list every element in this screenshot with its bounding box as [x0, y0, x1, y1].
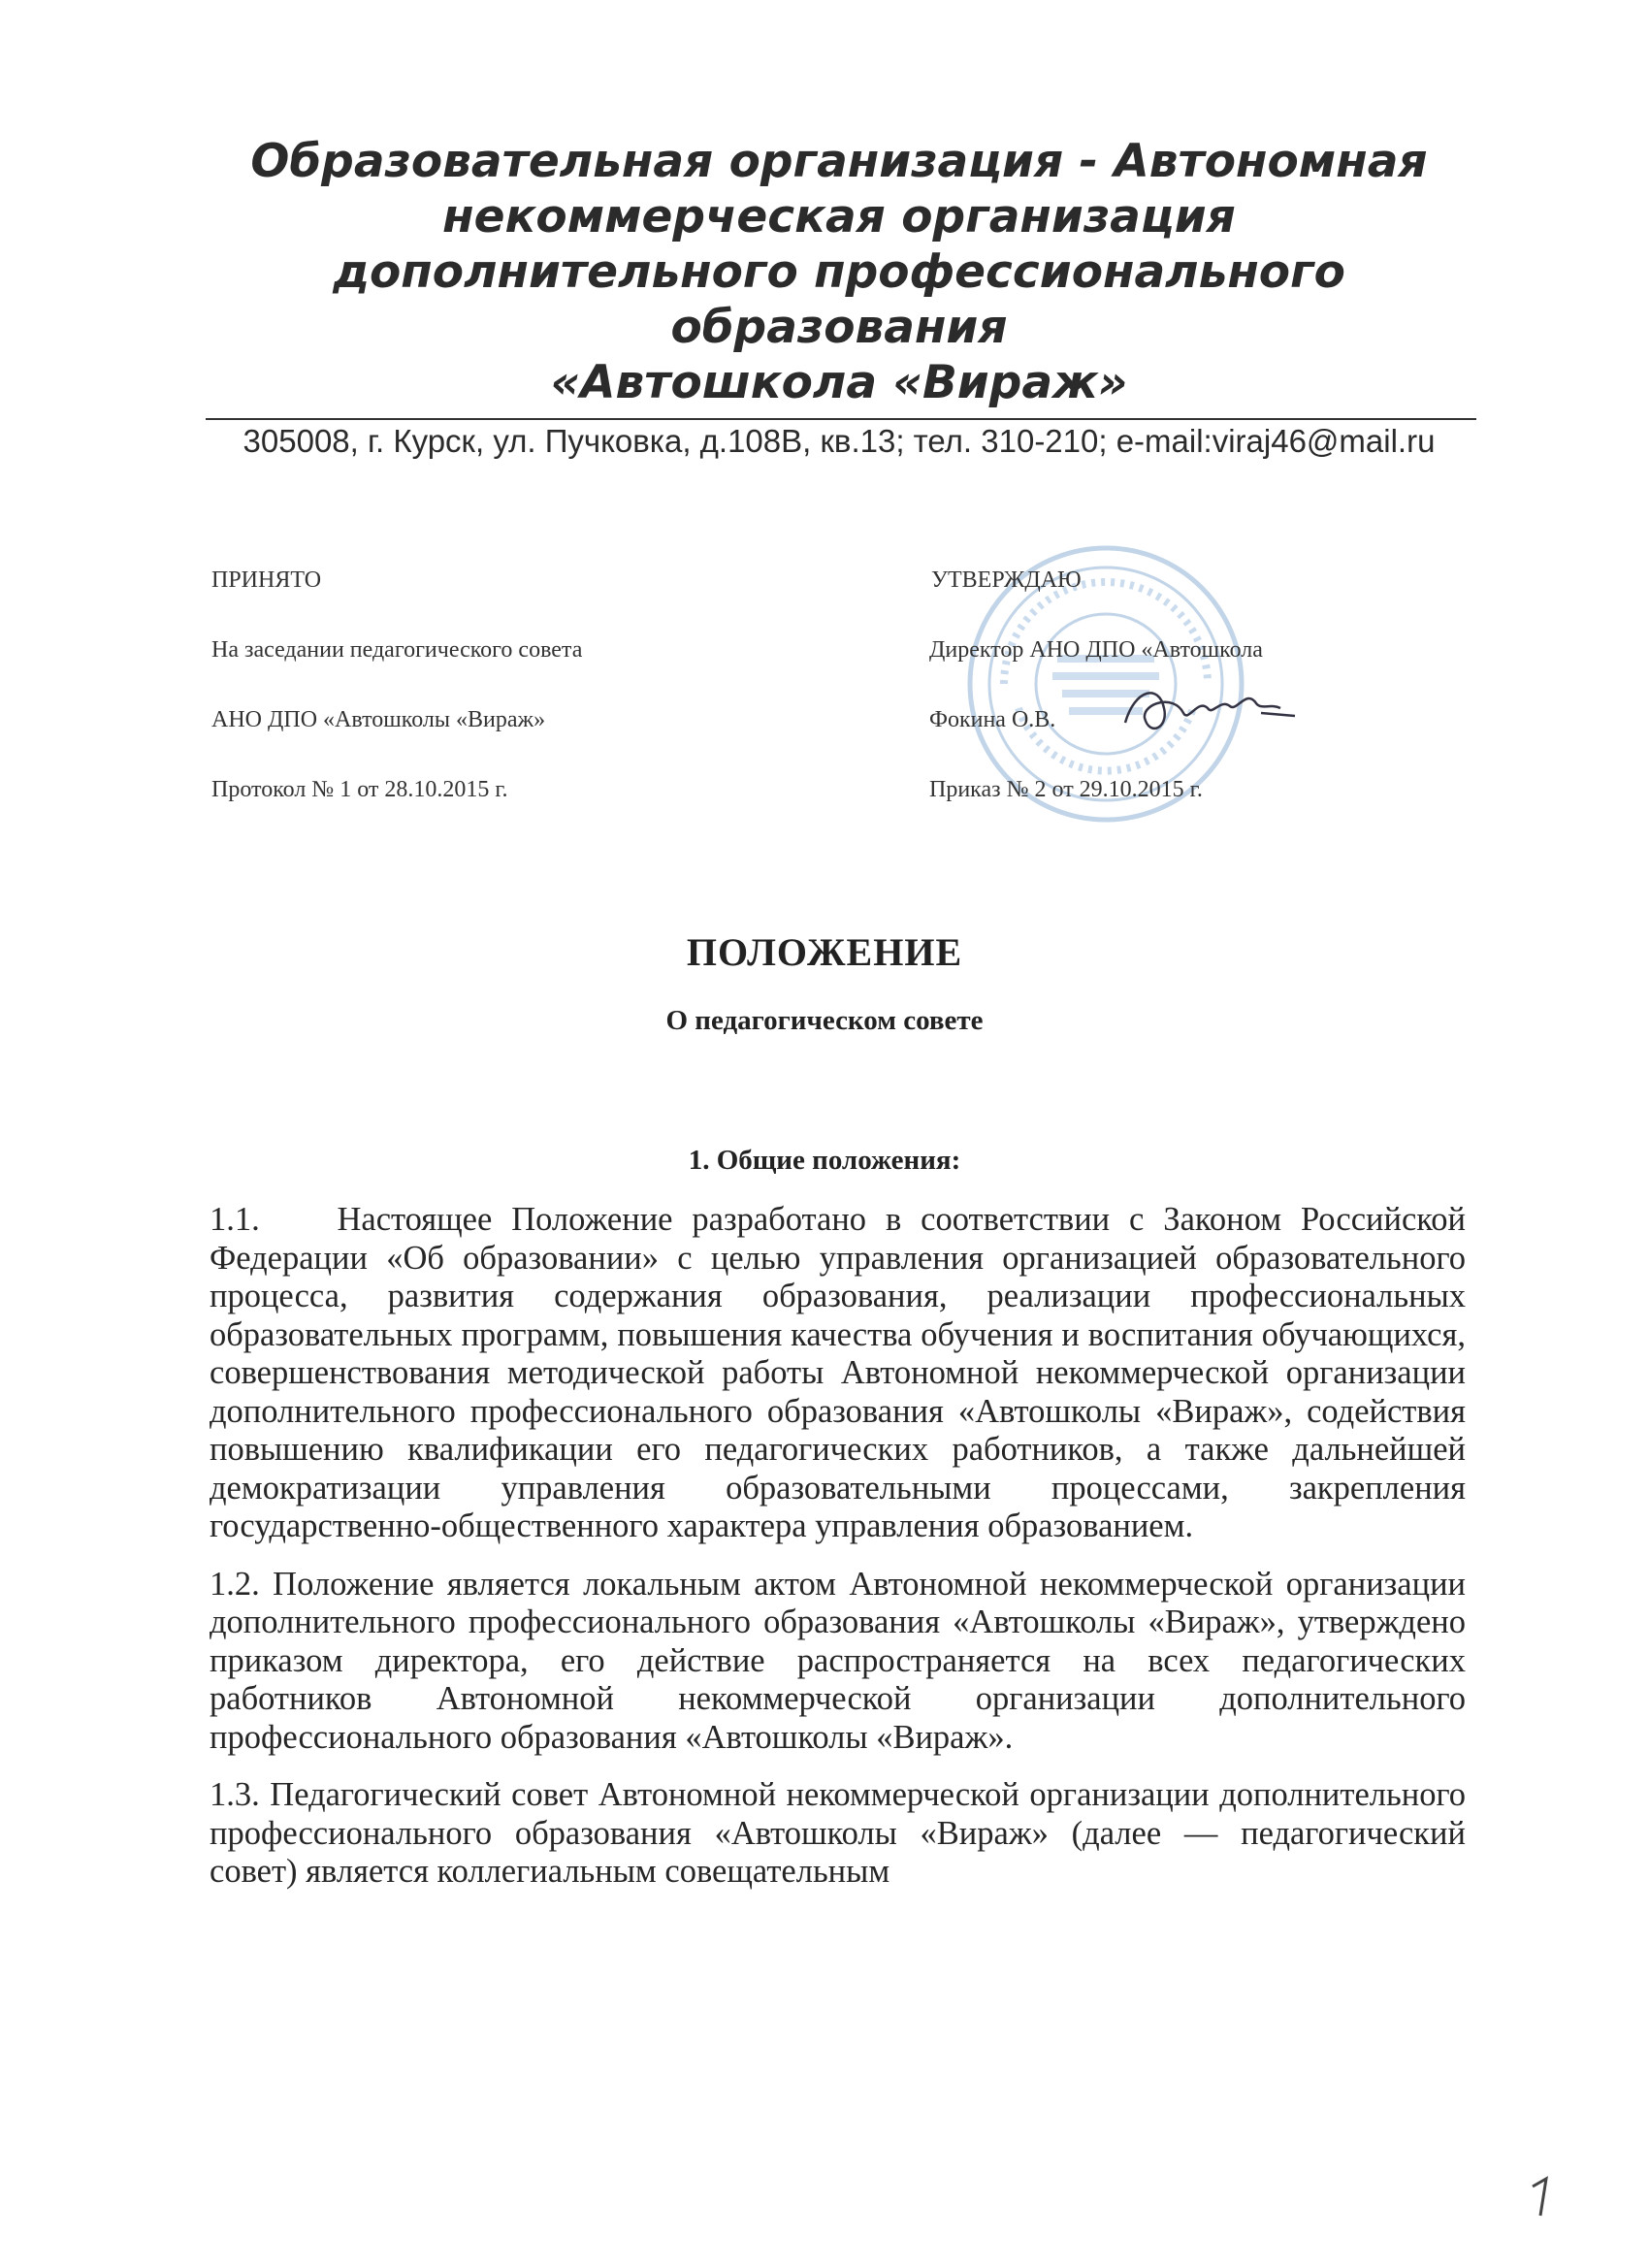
approved-line: Фокина О.В.: [929, 707, 1056, 732]
organization-address: 305008, г. Курск, ул. Пучковка, д.108В, кв.13; тел. 310-210; e-mail:viraj46@mail.ru: [242, 423, 1436, 459]
paragraph: 1.3. Педагогический совет Автономной некоммерческой организации дополнительного профессионального образования «Автошколы «Вираж» (далее — педагогический совет) является коллегиальным совещательным: [210, 1776, 1466, 1890]
accepted-title: ПРИНЯТО: [211, 567, 322, 593]
paragraph: 1.1. Настоящее Положение разработано в соответствии с Законом Российской Федерации «Об образовании» с целью управления организацией образовательного процесса, развития содержания образования, реализации профессиональных образовательных программ, повышения качества обучения и воспитания обучающихся, совершенствования методической работы Автономной некоммерческой организации дополнительного профессионального образования «Автошколы «Вираж», содействия повышению квалификации его педагогических работников, а также дальнейшей демократизации управления образовательными процессами, закрепления государственно-общественного характера управления образованием.: [210, 1201, 1466, 1544]
approved-title: УТВЕРЖДАЮ: [931, 567, 1082, 593]
approved-line: Директор АНО ДПО «Автошкола: [929, 637, 1263, 663]
org-line: дополнительного профессионального: [333, 245, 1345, 299]
document-body: [210, 1201, 1466, 1911]
handwritten-page-mark: [1525, 2173, 1564, 2221]
document-subtitle: О педагогическом совете: [665, 1005, 984, 1036]
org-line: некоммерческая организация: [442, 190, 1236, 243]
paragraph: 1.2. Положение является локальным актом Автономной некоммерческой организации дополнительного профессионального образования «Автошколы «Вираж», утверждено приказом директора, его действие распространяется на всех педагогических работников Автономной некоммерческой организации дополнительного профессионального образования «Автошколы «Вираж».: [210, 1565, 1466, 1756]
org-line: Образовательная организация - Автономная: [250, 135, 1428, 188]
director-signature: [1116, 669, 1300, 747]
org-line: образования: [670, 301, 1008, 354]
accepted-line: АНО ДПО «Автошколы «Вираж»: [211, 707, 546, 732]
org-line: «Автошкола «Вираж»: [550, 356, 1128, 409]
approved-line: Приказ № 2 от 29.10.2015 г.: [929, 777, 1203, 802]
organization-header: [194, 134, 1484, 410]
header-divider: [206, 418, 1476, 420]
section-heading: 1. Общие положения:: [688, 1145, 961, 1176]
accepted-block: [211, 567, 582, 847]
document-title: ПОЛОЖЕНИЕ: [686, 930, 963, 974]
accepted-line: На заседании педагогического совета: [211, 637, 583, 663]
accepted-line: Протокол № 1 от 28.10.2015 г.: [211, 777, 508, 802]
